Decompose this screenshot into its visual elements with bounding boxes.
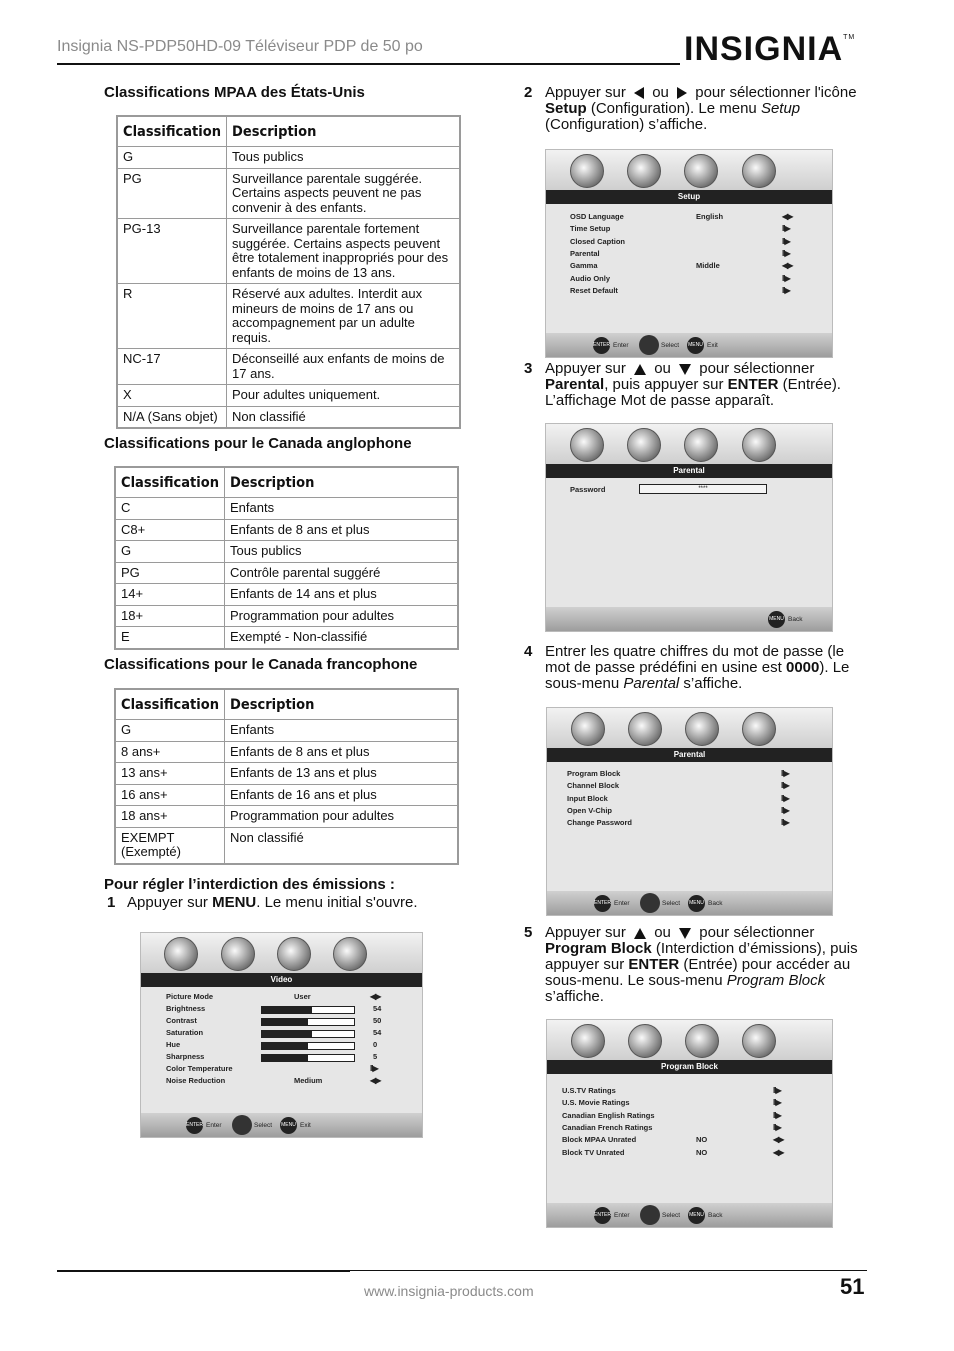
step-key: Parental xyxy=(545,376,605,393)
menu-item-label: Contrast xyxy=(166,1016,197,1025)
step-text: pour sélectionner l'icône xyxy=(695,84,857,101)
legend-label: Back xyxy=(708,900,723,907)
menu-item-label: Closed Caption xyxy=(570,236,626,246)
rating-description: Tous publics xyxy=(225,541,458,563)
setup-icon xyxy=(742,428,776,462)
rating-code: PG xyxy=(115,562,225,584)
menu-item-value: 0 xyxy=(373,1040,378,1049)
footer-url[interactable]: www.insignia-products.com xyxy=(364,1283,534,1299)
step-4-number: 4 xyxy=(524,643,533,660)
rating-code: PG xyxy=(117,168,227,219)
menu-item-arrow-icon: II▶ xyxy=(773,1110,781,1120)
menu-item-label: Audio Only xyxy=(570,273,610,283)
rating-code: E xyxy=(115,627,225,649)
menu-item-label: Sharpness xyxy=(166,1052,205,1061)
table-row xyxy=(115,784,458,806)
level-slider xyxy=(261,1054,355,1062)
menu-item-arrow-icon: II▶ xyxy=(773,1098,781,1108)
down-arrow-icon xyxy=(679,364,691,375)
menu-icon-row xyxy=(141,933,422,973)
menu-item-label: Hue xyxy=(166,1040,181,1049)
setup-icon xyxy=(742,712,776,746)
remote-legend xyxy=(546,333,832,357)
legend-label: Select xyxy=(661,342,680,349)
step-italic: Parental xyxy=(623,675,680,692)
rating-description: Enfants xyxy=(225,720,458,742)
remote-legend xyxy=(546,607,832,631)
rating-code: 13 ans+ xyxy=(115,763,225,785)
menu-item-label: Open V-Chip xyxy=(567,805,612,815)
program-block-screen xyxy=(546,1019,833,1228)
menu-item-arrow-icon: II▶ xyxy=(781,781,789,791)
table-row xyxy=(117,219,460,284)
menu-item-arrow-icon: II▶ xyxy=(782,285,790,295)
step-key: ENTER xyxy=(727,376,779,393)
rating-code: G xyxy=(117,147,227,169)
password-field: **** xyxy=(639,484,767,494)
table-row xyxy=(115,763,458,785)
rating-description: Enfants de 13 ans et plus xyxy=(225,763,458,785)
menu-icon-row xyxy=(547,708,832,748)
up-arrow-icon xyxy=(634,364,646,375)
audio-icon xyxy=(221,937,255,971)
menu-item-label: Reset Default xyxy=(570,285,618,295)
rating-description: Non classifié xyxy=(225,827,458,864)
table-row xyxy=(115,627,458,649)
mpaa-heading: Classifications MPAA des États-Unis xyxy=(104,84,365,101)
step-key: Setup xyxy=(545,100,587,117)
step-2-number: 2 xyxy=(524,84,533,101)
logo-text: INSIGNIA xyxy=(684,30,844,68)
step-text: ou xyxy=(654,924,671,941)
menu-item-label: Canadian English Ratings xyxy=(562,1110,655,1120)
channel-icon xyxy=(684,154,718,188)
setup-icon xyxy=(333,937,367,971)
logo-tm: TM xyxy=(843,34,856,41)
rating-code: G xyxy=(115,541,225,563)
rating-code: 8 ans+ xyxy=(115,741,225,763)
menu-item-arrow-icon: II▶ xyxy=(773,1086,781,1095)
level-slider xyxy=(261,1018,355,1026)
table-row xyxy=(115,584,458,606)
col-description: Description xyxy=(227,116,460,147)
legend-label: Back xyxy=(708,1212,723,1219)
insignia-logo xyxy=(684,30,855,69)
level-slider-fill xyxy=(262,1043,308,1049)
step-text: ). Le sous-menu xyxy=(545,659,850,692)
rating-description: Enfants de 8 ans et plus xyxy=(225,519,458,541)
step-text: ou xyxy=(652,84,669,101)
step-text: Appuyer sur xyxy=(545,360,626,377)
step-text: (Configuration) s’affiche. xyxy=(545,116,708,133)
level-slider xyxy=(261,1042,355,1050)
rating-description: Contrôle parental suggéré xyxy=(225,562,458,584)
channel-icon xyxy=(684,428,718,462)
menu-item-value: Middle xyxy=(696,261,720,271)
menu-item-arrow-icon: ◀▶ xyxy=(370,992,381,1001)
rating-description: Tous publics xyxy=(227,147,460,169)
rating-description: Réservé aux adultes. Interdit aux mineurs de moins de 17 ans ou accompagnement par un adulte requis. xyxy=(227,284,460,349)
legend-label: Back xyxy=(788,616,803,623)
table-row xyxy=(115,605,458,627)
legend-label: Exit xyxy=(707,342,718,349)
table-row xyxy=(115,519,458,541)
audio-icon xyxy=(627,154,661,188)
menu-item-label: Color Temperature xyxy=(166,1064,233,1073)
menu-item-value: NO xyxy=(696,1147,708,1157)
dpad-icon xyxy=(640,1205,660,1225)
rating-code: EXEMPT (Exempté) xyxy=(115,827,225,864)
rating-code: R xyxy=(117,284,227,349)
legend-label: Enter xyxy=(614,1212,630,1219)
level-slider-fill xyxy=(262,1031,312,1037)
picture-icon xyxy=(164,937,198,971)
table-row xyxy=(117,406,460,428)
menu-item-arrow-icon: II▶ xyxy=(781,818,789,828)
step-text: (Interdiction d’émissions), puis appuyer sur xyxy=(545,940,858,973)
menu-item-label: Gamma xyxy=(570,261,598,271)
step-italic: Setup xyxy=(760,100,801,117)
rating-description: Surveillance parentale suggérée. Certains aspects peuvent ne pas convenir à des enfants. xyxy=(227,168,460,219)
menu-item-label: Input Block xyxy=(567,793,608,803)
rating-description: Déconseillé aux enfants de moins de 17 ans. xyxy=(227,349,460,385)
rating-code: PG-13 xyxy=(117,219,227,284)
step-4 xyxy=(545,644,870,692)
rating-code: 16 ans+ xyxy=(115,784,225,806)
channel-icon xyxy=(277,937,311,971)
dpad-icon xyxy=(639,335,659,355)
picture-icon xyxy=(570,428,604,462)
audio-icon xyxy=(628,712,662,746)
menu-item-value: 50 xyxy=(373,1016,382,1025)
step-text: , puis appuyer sur xyxy=(604,376,724,393)
step-key: Program Block xyxy=(545,940,652,957)
enter-button-icon: ENTER xyxy=(186,1117,203,1134)
menu-item-arrow-icon: II▶ xyxy=(781,793,789,803)
table-row xyxy=(117,284,460,349)
canada-en-table xyxy=(114,466,459,650)
table-row xyxy=(115,562,458,584)
menu-item-label: Block MPAA Unrated xyxy=(562,1135,637,1145)
canada-fr-table xyxy=(114,688,459,865)
rating-code: 18 ans+ xyxy=(115,806,225,828)
menu-item-arrow-icon: II▶ xyxy=(370,1064,378,1073)
rating-code: X xyxy=(117,385,227,407)
rating-code: NC-17 xyxy=(117,349,227,385)
menu-item-value: 5 xyxy=(373,1052,378,1061)
menu-item-label: U.S.TV Ratings xyxy=(562,1086,616,1095)
step-text: Appuyer sur xyxy=(545,924,626,941)
menu-item-label: Block TV Unrated xyxy=(562,1147,625,1157)
rating-description: Enfants xyxy=(225,498,458,520)
page-number: 51 xyxy=(840,1274,865,1299)
menu-item-value: Medium xyxy=(294,1076,323,1085)
enter-button-icon: ENTER xyxy=(594,895,611,912)
enter-button-icon: ENTER xyxy=(593,337,610,354)
menu-button-icon: MENU xyxy=(768,611,785,628)
legend-label: Exit xyxy=(300,1122,311,1129)
procedure-heading: Pour régler l’interdiction des émissions : xyxy=(104,876,395,893)
setup-icon xyxy=(742,1024,776,1058)
parental-menu-screen xyxy=(546,707,833,916)
step-text: (Configuration). Le menu xyxy=(590,100,757,117)
step-text: (Entrée) pour accéder au sous-menu. Le sous-menu xyxy=(545,956,851,989)
level-slider-fill xyxy=(262,1019,308,1025)
menu-icon-row xyxy=(547,1020,832,1060)
menu-button-icon: MENU xyxy=(688,1207,705,1224)
col-description: Description xyxy=(225,467,458,498)
menu-item-arrow-icon: II▶ xyxy=(781,805,789,815)
menu-item-label: Change Password xyxy=(567,818,633,828)
table-row xyxy=(117,147,460,169)
menu-item-arrow-icon: II▶ xyxy=(782,248,790,258)
menu-item-value: 54 xyxy=(373,1028,382,1037)
legend-label: Select xyxy=(662,900,681,907)
legend-label: Enter xyxy=(614,900,630,907)
table-row xyxy=(115,541,458,563)
rating-description: Programmation pour adultes xyxy=(225,605,458,627)
rating-code: G xyxy=(115,720,225,742)
video-menu-screen xyxy=(140,932,423,1138)
level-slider-fill xyxy=(262,1007,312,1013)
menu-title-bar: Setup xyxy=(546,190,832,204)
menu-item-label: Picture Mode xyxy=(166,992,214,1001)
menu-button-icon: MENU xyxy=(687,337,704,354)
mpaa-table xyxy=(116,115,461,429)
step-text: . Le menu initial s'ouvre. xyxy=(256,894,418,911)
menu-item-label: Channel Block xyxy=(567,781,620,791)
audio-icon xyxy=(628,1024,662,1058)
table-row xyxy=(117,349,460,385)
up-arrow-icon xyxy=(634,928,646,939)
audio-icon xyxy=(627,428,661,462)
step-text: ou xyxy=(654,360,671,377)
step-5 xyxy=(545,925,870,1005)
menu-item-label: Saturation xyxy=(166,1028,204,1037)
dpad-icon xyxy=(232,1115,252,1135)
header-rule xyxy=(57,63,680,65)
menu-item-arrow-icon: ◀▶ xyxy=(370,1076,381,1085)
step-key: MENU xyxy=(212,894,257,911)
rating-description: Non classifié xyxy=(227,406,460,428)
col-classification: Classification xyxy=(115,467,225,498)
table-row xyxy=(117,385,460,407)
menu-button-icon: MENU xyxy=(280,1117,297,1134)
table-row xyxy=(115,741,458,763)
step-text: s’affiche. xyxy=(545,988,604,1005)
menu-title-bar: Parental xyxy=(547,748,832,762)
step-number: 1 xyxy=(107,894,116,911)
channel-icon xyxy=(685,1024,719,1058)
menu-item-label: Program Block xyxy=(567,769,621,778)
menu-item-value: English xyxy=(696,212,724,221)
password-label: Password xyxy=(570,485,606,494)
rating-code: C8+ xyxy=(115,519,225,541)
menu-item-label: OSD Language xyxy=(570,212,624,221)
remote-legend xyxy=(141,1113,422,1137)
legend-label: Select xyxy=(662,1212,681,1219)
col-classification: Classification xyxy=(115,689,225,720)
picture-icon xyxy=(571,1024,605,1058)
menu-item-value: NO xyxy=(696,1135,708,1145)
col-classification: Classification xyxy=(117,116,227,147)
step-2 xyxy=(545,85,870,133)
step-1 xyxy=(107,895,447,911)
running-header: Insignia NS-PDP50HD-09 Téléviseur PDP de 50 po xyxy=(57,38,423,55)
canada-fr-heading: Classifications pour le Canada francophone xyxy=(104,656,418,673)
step-text: pour sélectionner xyxy=(699,924,815,941)
rating-description: Surveillance parentale fortement suggérée. Certains aspects peuvent être totalement inappropriés pour des enfants de moins de 13 ans. xyxy=(227,219,460,284)
menu-item-label: Brightness xyxy=(166,1004,206,1013)
step-text: pour sélectionner xyxy=(699,360,815,377)
menu-item-arrow-icon: ◀▶ xyxy=(782,212,793,221)
legend-label: Select xyxy=(254,1122,273,1129)
footer-rule xyxy=(350,1270,867,1271)
rating-code: 18+ xyxy=(115,605,225,627)
level-slider xyxy=(261,1006,355,1014)
remote-legend xyxy=(547,1203,832,1227)
rating-code: C xyxy=(115,498,225,520)
menu-item-arrow-icon: II▶ xyxy=(782,236,790,246)
menu-title-bar: Video xyxy=(141,973,422,987)
canada-en-heading: Classifications pour le Canada anglophone xyxy=(104,435,412,452)
rating-description: Enfants de 16 ans et plus xyxy=(225,784,458,806)
step-key: 0000 xyxy=(786,659,820,676)
menu-item-arrow-icon: II▶ xyxy=(782,273,790,283)
menu-item-value: 54 xyxy=(373,1004,382,1013)
picture-icon xyxy=(571,712,605,746)
table-row xyxy=(117,168,460,219)
menu-title-bar: Program Block xyxy=(547,1060,832,1074)
menu-icon-row xyxy=(546,424,832,464)
legend-label: Enter xyxy=(613,342,629,349)
menu-item-label: U.S. Movie Ratings xyxy=(562,1098,630,1108)
step-text: Entrer les quatre chiffres du mot de passe (le mot de passe prédéfini en usine est xyxy=(545,643,845,676)
menu-item-arrow-icon: II▶ xyxy=(773,1122,781,1132)
menu-item-label: Parental xyxy=(570,248,600,258)
menu-item-arrow-icon: ◀▶ xyxy=(773,1147,784,1157)
rating-description: Programmation pour adultes xyxy=(225,806,458,828)
rating-code: 14+ xyxy=(115,584,225,606)
enter-button-icon: ENTER xyxy=(594,1207,611,1224)
level-slider xyxy=(261,1030,355,1038)
channel-icon xyxy=(685,712,719,746)
table-row xyxy=(115,720,458,742)
legend-label: Enter xyxy=(206,1122,222,1129)
picture-icon xyxy=(570,154,604,188)
menu-item-label: Noise Reduction xyxy=(166,1076,226,1085)
setup-icon xyxy=(742,154,776,188)
menu-item-arrow-icon: ◀▶ xyxy=(782,261,793,271)
step-italic: Program Block xyxy=(726,972,826,989)
table-row xyxy=(115,806,458,828)
table-row xyxy=(115,498,458,520)
rating-description: Exempté - Non-classifié xyxy=(225,627,458,649)
col-description: Description xyxy=(225,689,458,720)
step-text: Appuyer sur xyxy=(127,894,213,911)
level-slider-fill xyxy=(262,1055,308,1061)
menu-item-label: Time Setup xyxy=(570,224,611,234)
menu-item-value: User xyxy=(294,992,311,1001)
right-arrow-icon xyxy=(677,87,687,99)
menu-icon-row xyxy=(546,150,832,190)
step-5-number: 5 xyxy=(524,924,533,941)
menu-item-arrow-icon: II▶ xyxy=(781,769,789,778)
menu-item-arrow-icon: ◀▶ xyxy=(773,1135,784,1145)
password-screen xyxy=(545,423,833,632)
step-text: Appuyer sur xyxy=(545,84,626,101)
menu-item-label: Canadian French Ratings xyxy=(562,1122,653,1132)
remote-legend xyxy=(547,891,832,915)
down-arrow-icon xyxy=(679,928,691,939)
menu-item-arrow-icon: II▶ xyxy=(782,224,790,234)
rating-description: Enfants de 8 ans et plus xyxy=(225,741,458,763)
menu-button-icon: MENU xyxy=(688,895,705,912)
step-text: s’affiche. xyxy=(683,675,743,692)
step-text: (Entrée). L’affichage Mot de passe apparaît. xyxy=(545,376,841,409)
rating-code: N/A (Sans objet) xyxy=(117,406,227,428)
step-3-number: 3 xyxy=(524,360,533,377)
left-arrow-icon xyxy=(634,87,644,99)
step-3 xyxy=(545,361,870,409)
menu-title-bar: Parental xyxy=(546,464,832,478)
dpad-icon xyxy=(640,893,660,913)
table-row xyxy=(115,827,458,864)
rating-description: Pour adultes uniquement. xyxy=(227,385,460,407)
footer-rule xyxy=(57,1270,350,1272)
rating-description: Enfants de 14 ans et plus xyxy=(225,584,458,606)
setup-menu-screen xyxy=(545,149,833,358)
step-key: ENTER xyxy=(628,956,680,973)
